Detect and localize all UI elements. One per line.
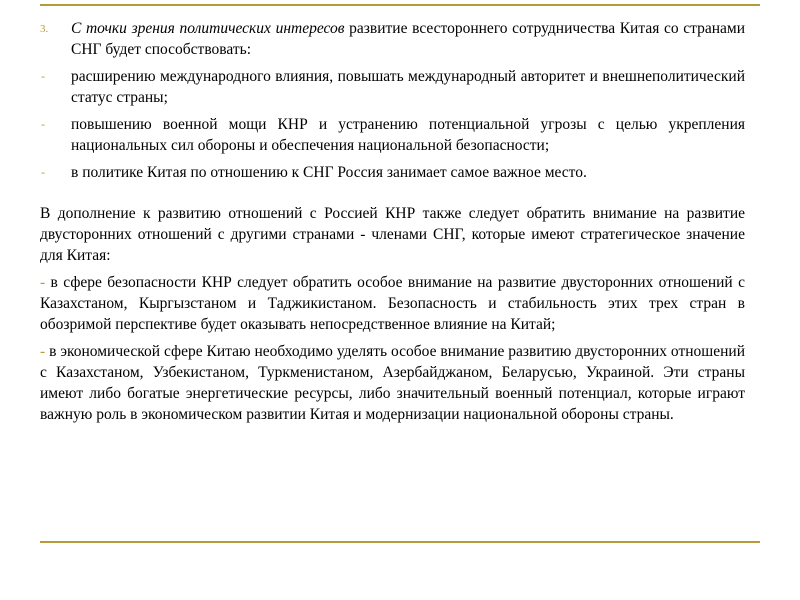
sub-item-text: в сфере безопасности КНР следует обратить особое внимание на развитие двусторонних отношений с Казахстаном, Кыргызстаном и Таджикистаном. Безопасность и стабильность этих трех стран в обозримой перспективе будет оказывать непосредственное влияние на Китай; bbox=[40, 274, 745, 333]
sub-item-security bbox=[40, 272, 745, 335]
bullet-marker: - bbox=[41, 69, 45, 83]
sub-item-economy bbox=[40, 341, 745, 425]
list-number: 3. bbox=[40, 23, 49, 35]
body-paragraph: В дополнение к развитию отношений с Россией КНР также следует обратить внимание на развитие двусторонних отношений с другими странами - членами СНГ, которые имеют стратегическое значение для Китая: bbox=[40, 205, 745, 264]
slide-body bbox=[40, 18, 745, 431]
intro-italic-lead: С точки зрения политических интересов bbox=[71, 20, 345, 37]
bullet-marker: - bbox=[41, 165, 45, 179]
bottom-divider bbox=[40, 541, 760, 543]
bullet-marker: - bbox=[41, 117, 45, 131]
list-item bbox=[40, 66, 745, 108]
bullet-text: в политике Китая по отношению к СНГ Россия занимает самое важное место. bbox=[71, 164, 587, 181]
spacer bbox=[40, 189, 745, 203]
list-item bbox=[40, 114, 745, 156]
bullet-text: расширению международного влияния, повышать международный авторитет и внешнеполитический статус страны; bbox=[71, 68, 745, 106]
list-item bbox=[40, 162, 745, 183]
sub-item-marker: - bbox=[40, 274, 46, 291]
top-divider bbox=[40, 4, 760, 6]
sub-item-marker: - bbox=[40, 343, 46, 360]
intro-text: развитие всестороннего сотрудничества Китая со странами СНГ будет способствовать: bbox=[71, 20, 745, 58]
sub-item-text: в экономической сфере Китаю необходимо уделять особое внимание развитию двусторонних отношений с Казахстаном, Узбекистаном, Туркменистаном, Азербайджаном, Беларусью, Украиной. Эти страны имеют либо богатые энергетические ресурсы, либо значительный военный потенциал, которые играют важную роль в экономическом развитии Китая и модернизации национальной обороны страны. bbox=[40, 343, 745, 423]
bullet-text: повышению военной мощи КНР и устранению потенциальной угрозы с целью укрепления национальных сил обороны и обеспечения национальной безопасности; bbox=[71, 116, 745, 154]
intro-item bbox=[40, 18, 745, 60]
